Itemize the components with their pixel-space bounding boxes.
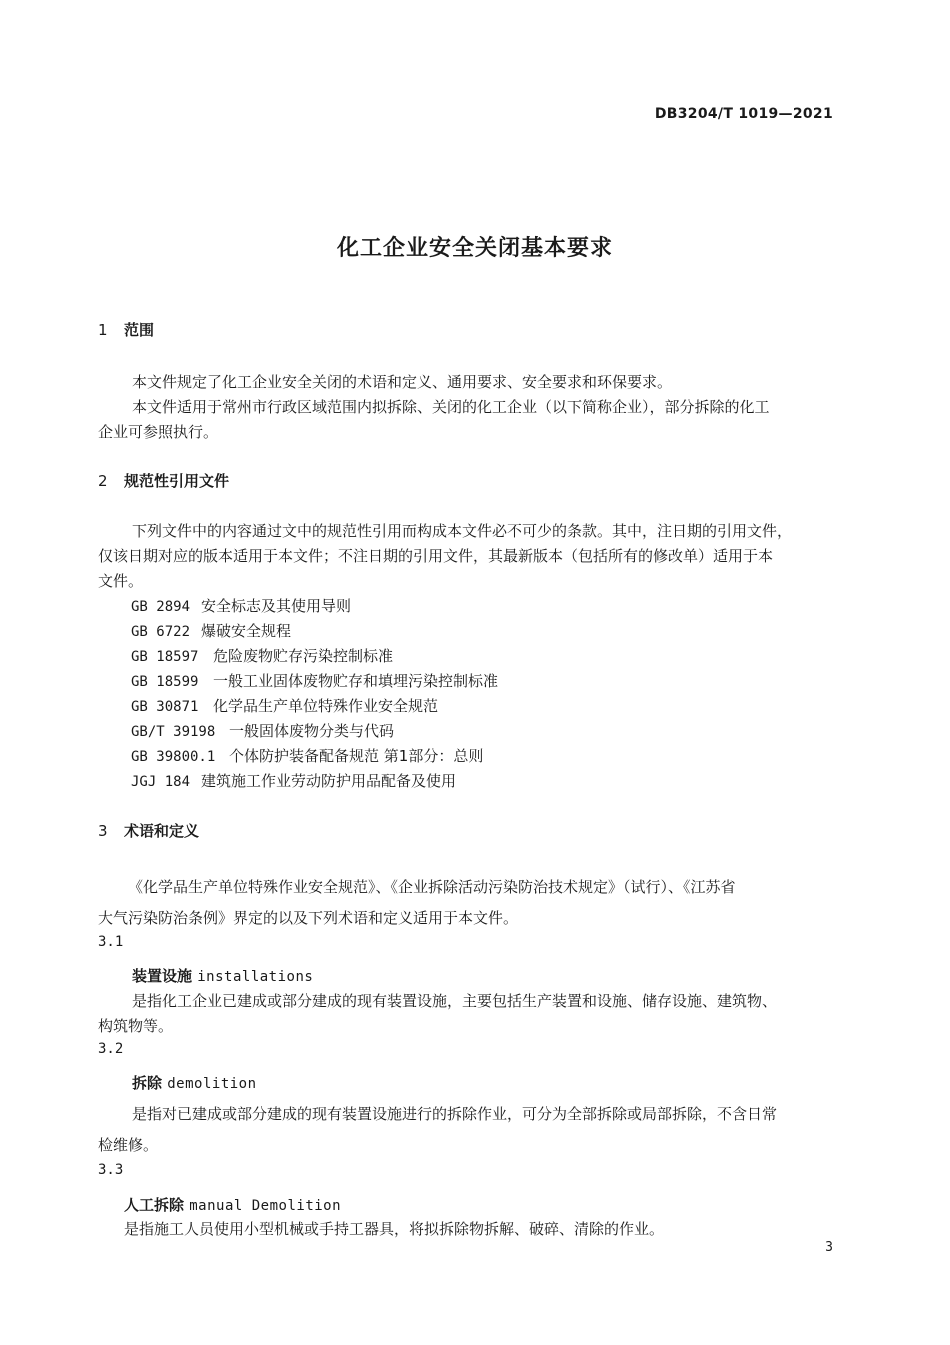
section-heading-scope: [98, 319, 154, 340]
document-title: 化工企业安全关闭基本要求: [336, 236, 613, 261]
term-number: 3.2: [98, 1041, 124, 1057]
section-heading-terms-definitions: [98, 820, 199, 841]
term-chinese: 人工拆除: [124, 1196, 185, 1214]
reference-item: [131, 695, 438, 716]
term-number: 3.1: [98, 934, 124, 950]
reference-item: [131, 745, 483, 766]
term-english: demolition: [167, 1076, 257, 1092]
reference-code: GB/T 39198: [131, 724, 216, 740]
reference-name: 一般固体废物分类与代码: [229, 722, 395, 740]
term-definition: 是指化工企业已建成或部分建成的现有装置设施，主要包括生产装置和设施、储存设施、建筑物、: [132, 992, 778, 1010]
term-english: manual Demolition: [189, 1198, 342, 1214]
page-number: 3: [825, 1240, 833, 1255]
term-number: 3.3: [98, 1162, 124, 1178]
reference-item: [131, 720, 394, 741]
reference-item: [131, 645, 393, 666]
reference-item: [131, 670, 498, 691]
section-number: 3: [98, 822, 108, 840]
reference-item: [131, 620, 291, 641]
reference-code: JGJ 184: [131, 774, 191, 790]
paragraph-continued: 企业可参照执行。: [98, 423, 219, 441]
standard-code: DB3204/T 1019—2021: [654, 106, 833, 122]
section-number: 2: [98, 472, 108, 490]
section-number: 1: [98, 321, 108, 339]
term-chinese: 装置设施: [132, 967, 193, 985]
reference-name: 建筑施工作业劳动防护用品配备及使用: [201, 772, 457, 790]
reference-name: 安全标志及其使用导则: [201, 597, 352, 615]
term-definition-continued: 构筑物等。: [98, 1017, 174, 1035]
term-chinese: 拆除: [132, 1074, 163, 1092]
term-heading: [132, 1072, 257, 1093]
term-definition-continued: 检维修。: [98, 1136, 159, 1154]
term-heading: [124, 1194, 341, 1215]
section-heading-normative-references: [98, 470, 229, 491]
paragraph: 《化学品生产单位特殊作业安全规范》、《企业拆除活动污染防治技术规定》（试行）、《江苏省: [128, 878, 736, 896]
reference-name: 爆破安全规程: [201, 622, 292, 640]
paragraph: 本文件适用于常州市行政区域范围内拟拆除、关闭的化工企业（以下简称企业），部分拆除的化工: [132, 398, 770, 416]
term-heading: [132, 965, 313, 986]
reference-item: [131, 595, 351, 616]
reference-code: GB 2894: [131, 599, 191, 615]
term-english: installations: [197, 969, 314, 985]
term-definition: 是指施工人员使用小型机械或手持工器具，将拟拆除物拆解、破碎、清除的作业。: [124, 1220, 665, 1238]
paragraph: 本文件规定了化工企业安全关闭的术语和定义、通用要求、安全要求和环保要求。: [132, 373, 673, 391]
reference-code: GB 6722: [131, 624, 191, 640]
paragraph-continued: 仅该日期对应的版本适用于本文件；不注日期的引用文件，其最新版本（包括所有的修改单）适用于本: [98, 547, 774, 565]
reference-code: GB 30871: [131, 699, 199, 715]
reference-name: 危险废物贮存污染控制标准: [213, 647, 394, 665]
section-title: 术语和定义: [124, 822, 200, 840]
paragraph-continued: 大气污染防治条例》界定的以及下列术语和定义适用于本文件。: [98, 909, 519, 927]
section-title: 规范性引用文件: [124, 472, 230, 490]
section-title: 范围: [124, 321, 155, 339]
reference-name: 化学品生产单位特殊作业安全规范: [213, 697, 439, 715]
reference-item: [131, 770, 456, 791]
paragraph-continued: 文件。: [98, 572, 144, 590]
reference-code: GB 18597: [131, 649, 199, 665]
reference-code: GB 18599: [131, 674, 199, 690]
reference-name: 个体防护装备配备规范 第1部分：总则: [229, 747, 484, 765]
reference-name: 一般工业固体废物贮存和填埋污染控制标准: [213, 672, 499, 690]
reference-code: GB 39800.1: [131, 749, 216, 765]
term-definition: 是指对已建成或部分建成的现有装置设施进行的拆除作业，可分为全部拆除或局部拆除，不含日常: [132, 1105, 778, 1123]
paragraph: 下列文件中的内容通过文中的规范性引用而构成本文件必不可少的条款。其中，注日期的引用文件，: [132, 522, 793, 540]
